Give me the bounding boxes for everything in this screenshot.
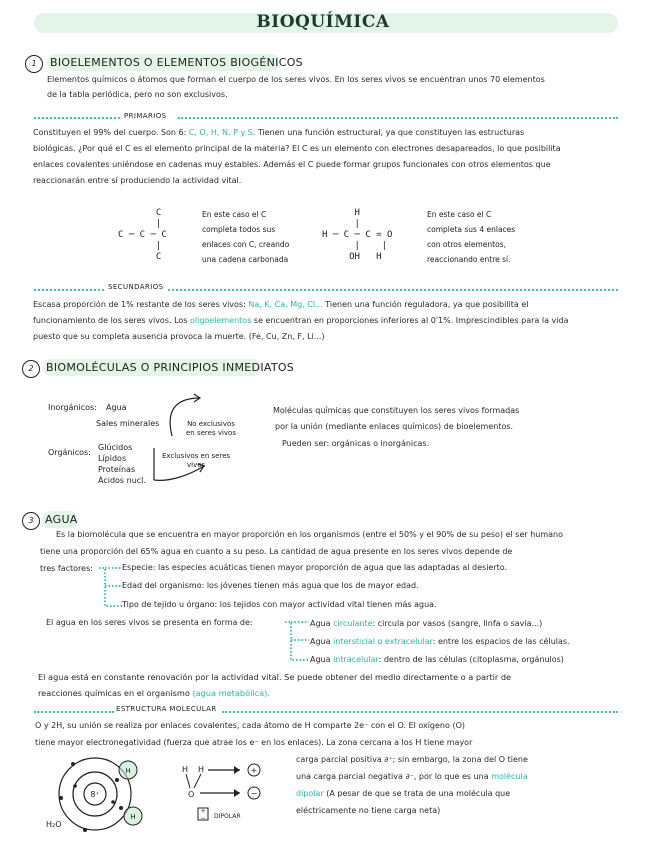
paragraph-line: Pueden ser: orgánicas o inorgánicas. <box>282 439 430 448</box>
paragraph-line: Es la biomolécula que se encuentra en mayor proporción en los organismos (entre el 50% y el 90% de su peso) el ser humano <box>56 530 563 539</box>
paragraph-line: de la tabla periódica, pero no son exclusivos. <box>47 90 228 99</box>
side-note: Exclusivos en seres vivos <box>162 452 231 469</box>
dotted-divider <box>34 711 114 713</box>
section-number: 1 <box>25 55 43 73</box>
paragraph-line: Escasa proporción de 1% restante de los seres vivos: Na, K, Ca, Mg, Cl... Tienen una función reguladora, ya que posibilita el <box>33 300 529 309</box>
hydrogen-label: H <box>182 765 189 774</box>
hydrogen-label: H <box>130 813 136 821</box>
subheading: PRIMARIOS <box>124 112 167 120</box>
diagram-caption: En este caso el C completa sus 4 enlaces con otros elementos, reaccionando entre sí. <box>427 210 516 264</box>
paragraph-line: tres factores: <box>40 564 93 573</box>
plus-sign: + <box>250 766 258 775</box>
water-atom-diagram <box>55 752 155 842</box>
diagram-caption: En este caso el C completa todos sus enlaces con C, creando una cadena carbonada <box>202 210 290 264</box>
paragraph-line: una carga parcial negativa ∂⁻, por lo que es una molécula <box>296 772 528 781</box>
section-number: 2 <box>22 360 40 378</box>
hydrogen-label: H <box>198 765 205 774</box>
organic-label: Orgánicos: <box>48 448 91 457</box>
hydrogen-label: H <box>125 767 131 775</box>
paragraph-line: tiene una proporción del 65% agua en cuanto a su peso. La cantidad de agua presente en los seres vivos depende de <box>40 547 513 556</box>
paragraph-line: funcionamiento de los seres vivos. Los oligoelementos se encuentran en proporciones inferiores al 0'1%. Imprescindibles para la vida <box>33 316 569 325</box>
organic-list: Glúcidos Lípidos Proteínas Ácidos nucl. <box>98 443 146 485</box>
paragraph-line: enlaces covalentes uniéndose en cadenas muy estables. Además el C puede formar grupos funcionales con otros elementos que <box>33 160 551 169</box>
list-item: Especie: las especies acuáticas tienen mayor proporción de agua que las adaptadas al desierto. <box>122 563 508 572</box>
list-item: Agua circulante: circula por vasos (sangre, linfa o savia...) <box>310 619 543 628</box>
paragraph-line: carga parcial positiva ∂⁺; sin embargo, la zona del O tiene <box>296 755 528 764</box>
dotted-divider <box>168 289 618 291</box>
dotted-divider <box>34 289 104 291</box>
paragraph-line: dipolar (A pesar de que se trata de una molécula que <box>296 789 511 798</box>
nucleus-label: 8⁺ <box>90 790 100 799</box>
paragraph-line: biológicas. ¿Por qué el C es el elemento principal de la materia? El C es un elemento con electrones desapareados, lo que posibilita <box>33 144 561 153</box>
list-item: Tipo de tejido u órgano: los tejidos con mayor actividad vital tienen más agua. <box>122 600 437 609</box>
paragraph-line: reaccionarán entre sí produciendo la actividad vital. <box>33 176 242 185</box>
paragraph-line: Constituyen el 99% del cuerpo. Son 6: C, O, H, N, P y S. Tienen una función estructural, ya que constituyen las estructuras <box>33 128 525 137</box>
water-formula: H₂O <box>46 820 62 829</box>
carbon-chain-diagram: C | C ─ C ─ C | C <box>118 208 167 262</box>
plus-sign: + <box>200 808 206 815</box>
acid-diagram: H | H ─ C ─ C = O | | OH H <box>322 208 393 262</box>
side-note: No exclusivos en seres vivos <box>186 420 236 437</box>
paragraph-line: tiene mayor electronegatividad (fuerza que atrae los e⁻ en los enlaces). La zona cercana a los H tiene mayor <box>35 738 473 747</box>
dipolar-label: DIPOLAR <box>214 813 241 820</box>
paragraph-line: El agua en los seres vivos se presenta en forma de: <box>46 618 253 627</box>
dotted-divider <box>178 117 618 119</box>
paragraph-line: por la unión (mediante enlaces químicos) de bioelementos. <box>275 422 514 431</box>
list-item: Agua intersticial o extracelular: entre los espacios de las células. <box>310 637 570 646</box>
list-item: Agua intracelular: dentro de las células (citoplasma, orgánulos) <box>310 655 564 664</box>
section-title: AGUA <box>45 513 78 526</box>
paragraph-line: El agua está en constante renovación por la actividad vital. Se puede obtener del medio directamente o a partir de <box>38 672 512 682</box>
list-item: Agua <box>106 403 127 412</box>
dotted-bracket <box>283 620 313 666</box>
section-number: 3 <box>22 512 40 530</box>
minus-sign: − <box>250 789 258 798</box>
list-item: Edad del organismo: los jóvenes tienen más agua que los de mayor edad. <box>122 581 419 590</box>
paragraph-line: O y 2H, su unión se realiza por enlaces covalentes, cada átomo de H comparte 2e⁻ con el O. El oxígeno (O) <box>35 721 465 730</box>
paragraph-line: reacciones químicas en el organismo (agua metabólica). <box>38 688 270 698</box>
paragraph-line: puesto que su completa ausencia provoca la muerte. (Fe, Cu, Zn, F, Li...) <box>33 332 325 341</box>
inorganic-label: Inorgánicos: <box>48 403 97 412</box>
oxygen-label: O <box>188 790 195 799</box>
section-title: BIOELEMENTOS O ELEMENTOS BIOGÉNICOS <box>50 56 303 69</box>
paragraph-line: Moléculas químicas que constituyen los seres vivos formadas <box>273 406 520 415</box>
page-title: BIOQUÍMICA <box>256 12 390 32</box>
paragraph-line: Elementos químicos o átomos que forman el cuerpo de los seres vivos. En los seres vivos se encuentran unos 70 elementos <box>47 75 545 84</box>
dipole-diagram <box>178 762 278 832</box>
paragraph-line: eléctricamente no tiene carga neta) <box>296 806 441 815</box>
dotted-divider <box>222 711 618 713</box>
section-title: BIOMOLÉCULAS O PRINCIPIOS INMEDIATOS <box>46 361 295 374</box>
dotted-divider <box>34 117 120 119</box>
minus-sign: − <box>200 815 206 822</box>
subheading: SECUNDARIOS <box>108 283 164 291</box>
list-item: Sales minerales <box>96 419 160 428</box>
subheading: ESTRUCTURA MOLECULAR <box>116 705 217 713</box>
